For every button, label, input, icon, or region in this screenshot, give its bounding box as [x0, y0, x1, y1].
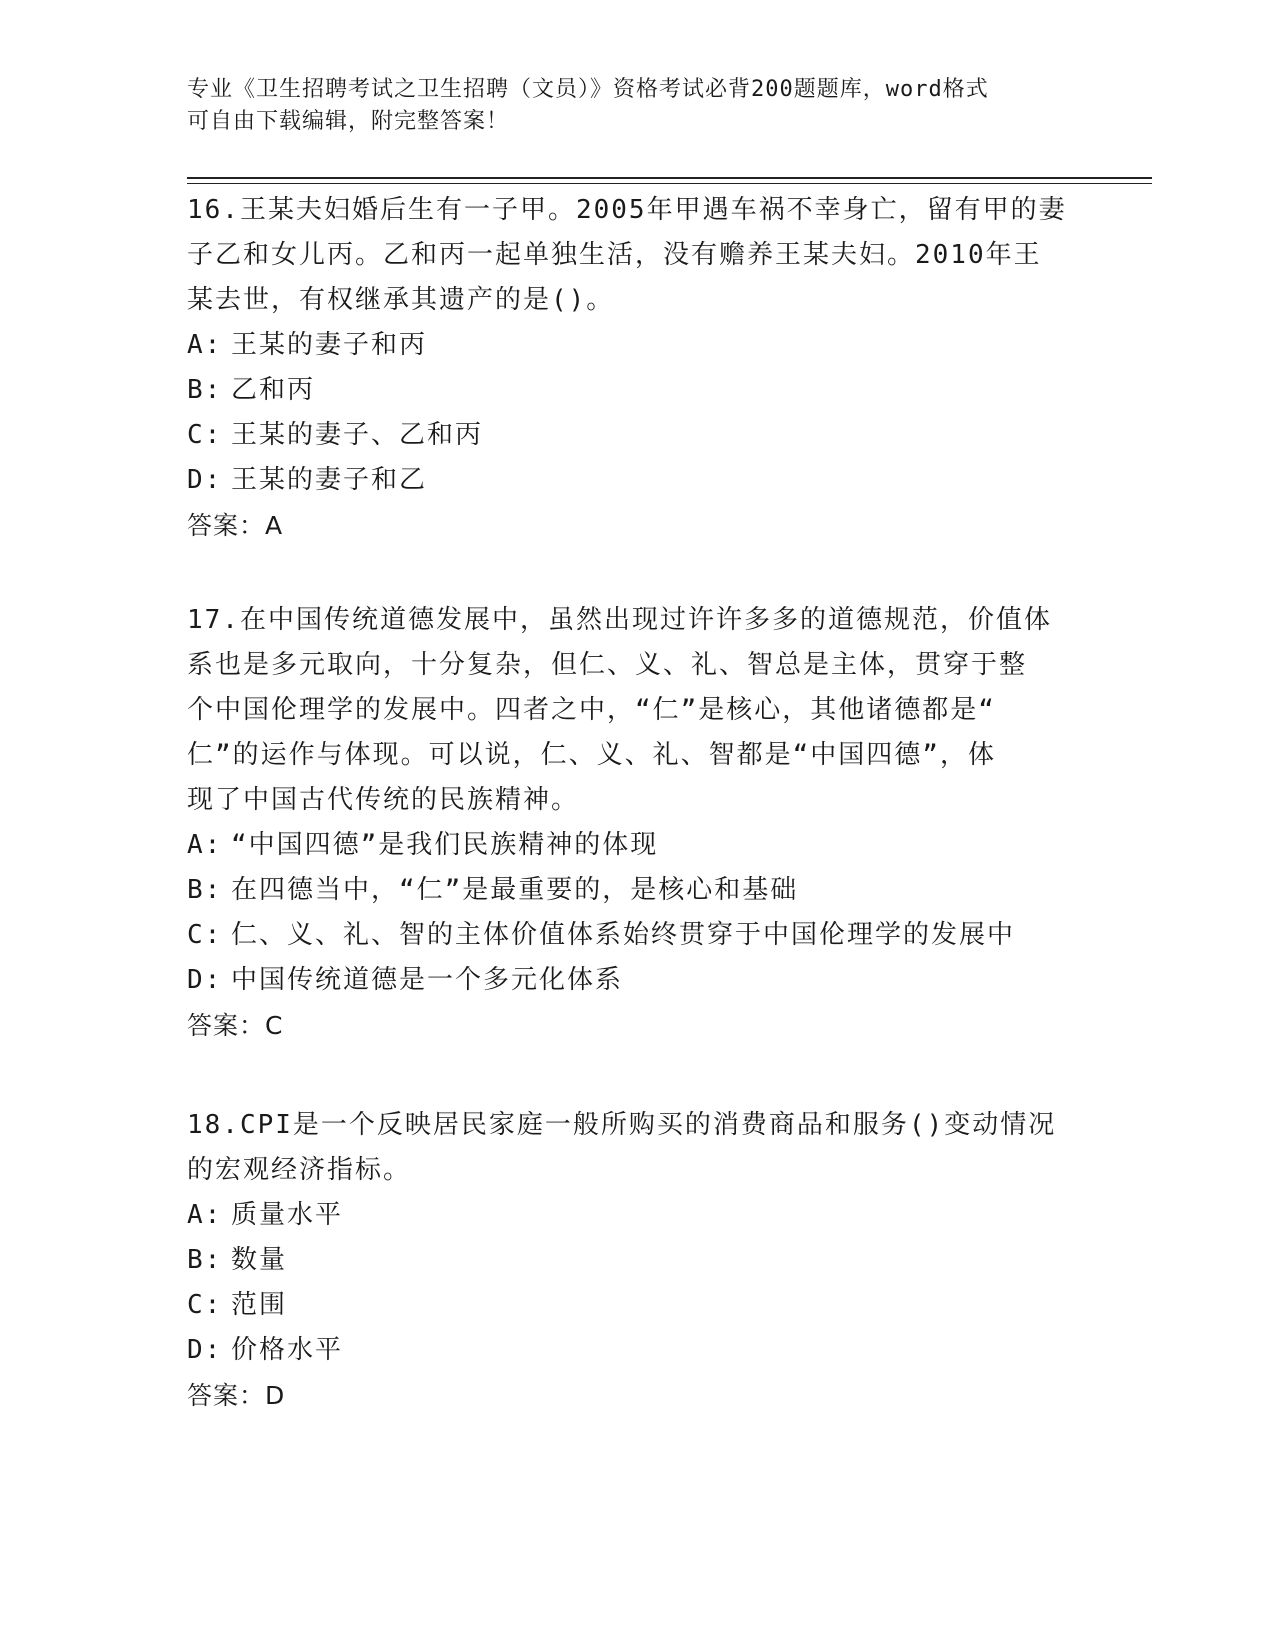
- question-18: [187, 1103, 1087, 1419]
- option-text: “中国四德”是我们民族精神的体现: [231, 830, 659, 860]
- question-stem-line: 个中国伦理学的发展中。四者之中，“仁”是核心，其他诸德都是“: [187, 695, 996, 725]
- option-b: [187, 368, 1087, 413]
- header-divider-thin: [187, 183, 1152, 184]
- document-header: [187, 74, 1087, 138]
- answer-line: 答案：A: [187, 511, 284, 540]
- question-17: [187, 598, 1087, 1049]
- option-letter: B:: [187, 875, 223, 905]
- option-text: 价格水平: [231, 1335, 344, 1365]
- question-stem-line: 现了中国古代传统的民族精神。: [187, 785, 580, 815]
- question-stem-line: 系也是多元取向，十分复杂，但仁、义、礼、智总是主体，贯穿于整: [187, 650, 1028, 680]
- option-letter: A:: [187, 330, 223, 360]
- option-letter: D:: [187, 965, 223, 995]
- option-d: [187, 958, 1087, 1003]
- option-text: 王某的妻子和丙: [231, 330, 428, 360]
- option-text: 乙和丙: [231, 375, 316, 405]
- option-c: [187, 413, 1087, 458]
- option-text: 王某的妻子、乙和丙: [231, 420, 484, 450]
- answer-line: 答案：D: [187, 1381, 286, 1410]
- header-title-line-2: 可自由下载编辑，附完整答案！: [187, 109, 510, 134]
- option-a: [187, 823, 1087, 868]
- option-c: [187, 913, 1087, 958]
- question-stem-line: 的宏观经济指标。: [187, 1155, 412, 1185]
- option-b: [187, 868, 1087, 913]
- option-text: 中国传统道德是一个多元化体系: [231, 965, 624, 995]
- option-letter: D:: [187, 1335, 223, 1365]
- option-text: 质量水平: [231, 1200, 344, 1230]
- option-letter: C:: [187, 420, 223, 450]
- option-d: [187, 458, 1087, 503]
- option-letter: B:: [187, 375, 223, 405]
- answer-line: 答案：C: [187, 1011, 284, 1040]
- header-divider-thick: [187, 177, 1152, 179]
- option-text: 仁、义、礼、智的主体价值体系始终贯穿于中国伦理学的发展中: [231, 920, 1016, 950]
- option-letter: A:: [187, 1200, 223, 1230]
- question-stem-line: 18.CPI是一个反映居民家庭一般所购买的消费商品和服务()变动情况: [187, 1110, 1057, 1140]
- option-text: 数量: [231, 1245, 288, 1275]
- question-stem-line: 某去世，有权继承其遗产的是()。: [187, 285, 615, 315]
- option-text: 范围: [231, 1290, 288, 1320]
- question-16: [187, 188, 1087, 549]
- option-letter: C:: [187, 920, 223, 950]
- option-text: 在四德当中，“仁”是最重要的，是核心和基础: [231, 875, 799, 905]
- question-stem-line: 16.王某夫妇婚后生有一子甲。2005年甲遇车祸不幸身亡，留有甲的妻: [187, 195, 1067, 225]
- question-stem-line: 仁”的运作与体现。可以说，仁、义、礼、智都是“中国四德”，体: [187, 740, 996, 770]
- option-letter: A:: [187, 830, 223, 860]
- option-d: [187, 1328, 1087, 1373]
- option-a: [187, 323, 1087, 368]
- option-b: [187, 1238, 1087, 1283]
- option-letter: C:: [187, 1290, 223, 1320]
- header-title-line-1: 专业《卫生招聘考试之卫生招聘（文员）》资格考试必背200题题库，word格式: [187, 77, 989, 102]
- option-letter: B:: [187, 1245, 223, 1275]
- option-a: [187, 1193, 1087, 1238]
- question-stem-line: 17.在中国传统道德发展中，虽然出现过许许多多的道德规范，价值体: [187, 605, 1052, 635]
- question-stem-line: 子乙和女儿丙。乙和丙一起单独生活，没有赡养王某夫妇。2010年王: [187, 240, 1042, 270]
- option-letter: D:: [187, 465, 223, 495]
- option-text: 王某的妻子和乙: [231, 465, 428, 495]
- option-c: [187, 1283, 1087, 1328]
